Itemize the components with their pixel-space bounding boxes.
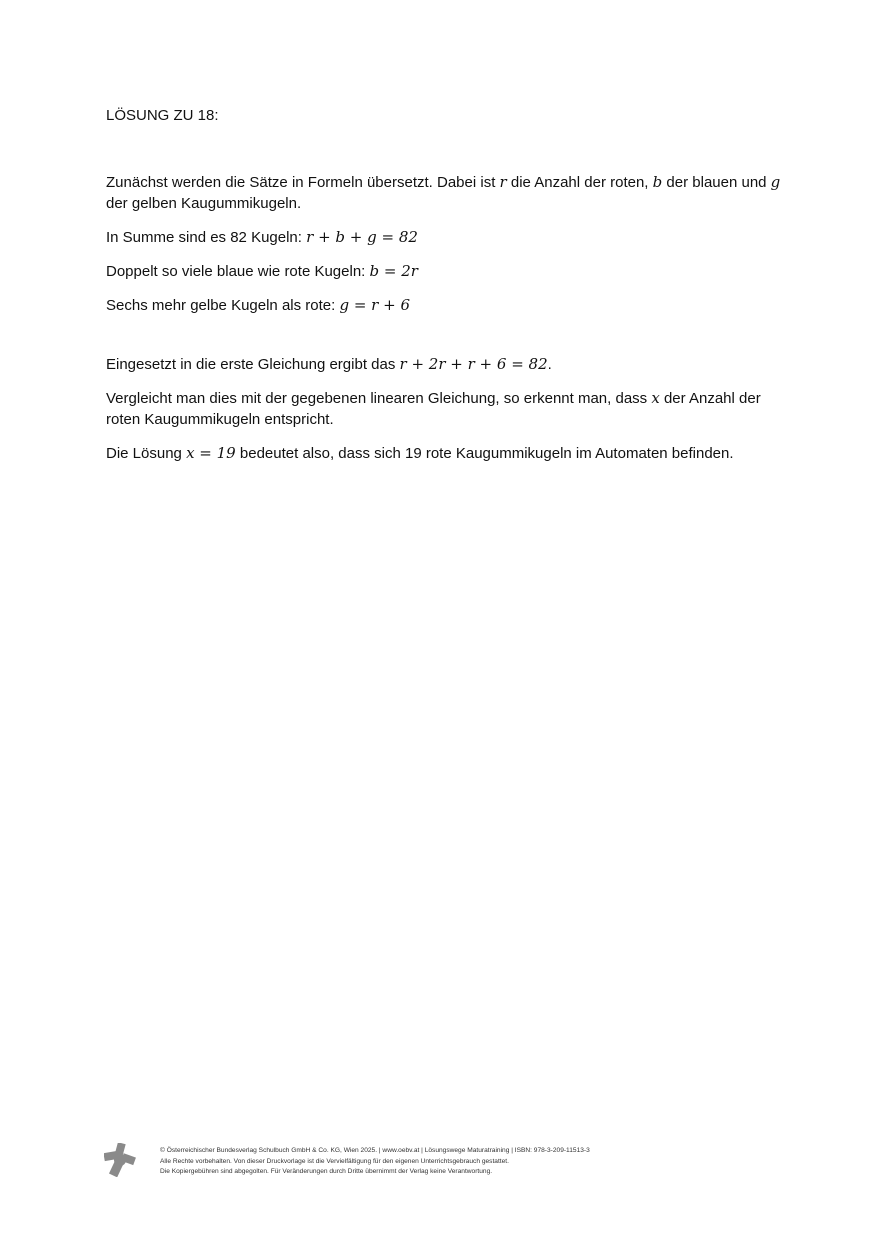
compare-text-1: Vergleicht man dies mit der gegebenen linearen Gleichung, so erkennt man, dass	[106, 390, 652, 407]
footer-line-3: Die Kopiergebühren sind abgegolten. Für Veränderungen durch Dritte übernimmt der Verlag keine Verantwortung.	[160, 1168, 493, 1175]
solution-heading: LÖSUNG ZU 18:	[106, 107, 219, 124]
sum-formula: r + b + g = 82	[306, 228, 418, 246]
six-formula: g = r + 6	[339, 296, 410, 314]
intro-text-4: der gelben Kaugummikugeln.	[106, 195, 302, 212]
compare-paragraph	[106, 388, 796, 430]
inserted-end: .	[547, 356, 552, 373]
var-x: x	[651, 389, 660, 407]
double-text: Doppelt so viele blaue wie rote Kugeln:	[106, 263, 370, 280]
var-g: g	[770, 173, 781, 191]
double-paragraph	[106, 261, 796, 282]
solution-text-2: bedeutet also, dass sich 19 rote Kaugummikugeln im Automaten befinden.	[235, 445, 734, 462]
footer-text	[160, 1146, 590, 1178]
var-r: r	[499, 173, 507, 191]
footer-line-2: Alle Rechte vorbehalten. Von dieser Druckvorlage ist die Vervielfältigung für den eigenen Unterrichtsgebrauch gestattet.	[160, 1157, 509, 1165]
double-formula: b = 2r	[369, 262, 418, 280]
var-b: b	[652, 173, 663, 191]
intro-text-3: der blauen und	[662, 174, 771, 191]
solution-text-1: Die Lösung	[106, 445, 187, 462]
sum-text: In Summe sind es 82 Kugeln:	[106, 229, 307, 246]
solution-formula: x = 19	[186, 444, 236, 462]
six-paragraph	[106, 295, 796, 316]
inserted-paragraph	[106, 354, 796, 375]
publisher-logo-icon	[104, 1143, 136, 1177]
page-footer	[104, 1143, 804, 1183]
intro-text-2: die Anzahl der roten,	[506, 174, 653, 191]
compare-text-2: der Anzahl der roten Kaugummikugeln entspricht.	[106, 390, 761, 428]
solution-body	[106, 172, 796, 477]
six-text: Sechs mehr gelbe Kugeln als rote:	[106, 297, 340, 314]
solution-paragraph	[106, 443, 796, 464]
intro-text-1: Zunächst werden die Sätze in Formeln übersetzt. Dabei ist	[106, 174, 500, 191]
inserted-formula: r + 2r + r + 6 = 82	[399, 355, 548, 373]
inserted-text: Eingesetzt in die erste Gleichung ergibt das	[106, 356, 400, 373]
intro-paragraph	[106, 172, 796, 214]
footer-line-1: © Österreichischer Bundesverlag Schulbuch GmbH & Co. KG, Wien 2025. | www.oebv.at | Lösungswege Maturatraining | ISBN: 978-3-209-11513-3	[160, 1147, 590, 1154]
sum-paragraph	[106, 227, 796, 248]
